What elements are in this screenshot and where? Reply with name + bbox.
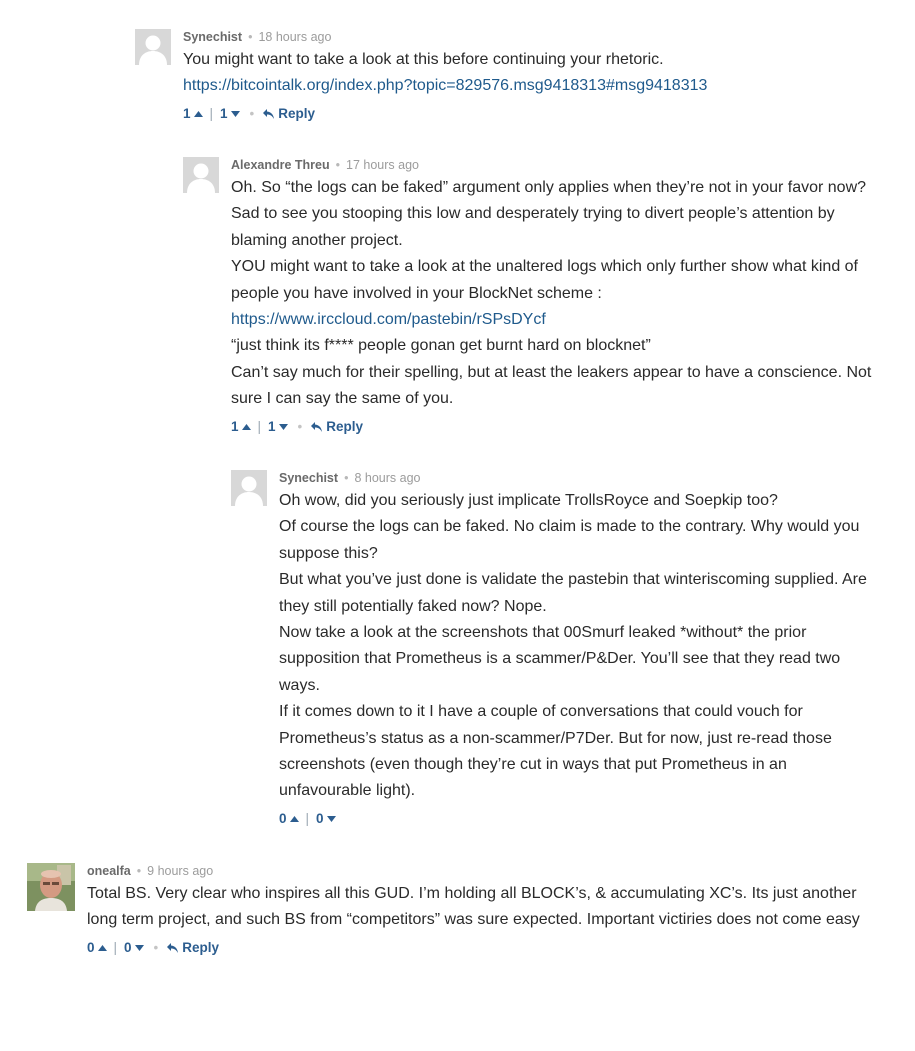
upvote-count: 0 — [87, 939, 95, 955]
avatar[interactable] — [231, 470, 267, 506]
comment-time[interactable]: 18 hours ago — [258, 30, 332, 44]
reply-arrow-icon — [263, 109, 274, 119]
meta-separator: • — [335, 158, 341, 172]
comment-actions — [183, 104, 873, 124]
upvote-count: 1 — [183, 105, 191, 121]
reply-arrow-icon — [311, 422, 322, 432]
meta-separator: • — [136, 864, 142, 878]
comment-meta — [231, 157, 879, 173]
caret-down-icon — [279, 424, 288, 430]
comment-time[interactable]: 8 hours ago — [354, 471, 421, 485]
actions-separator: • — [297, 418, 303, 434]
comment-actions — [279, 809, 871, 829]
comment-paragraph: Total BS. Very clear who inspires all this GUD. I’m holding all BLOCK’s, & accumulating XC’s. Its just another long term project, and such BS from “competitors” was sure expected. Important victiries does not come easy — [87, 885, 860, 929]
reply-label: Reply — [278, 105, 316, 121]
vote-separator: | — [257, 418, 262, 434]
vote-separator: | — [305, 810, 310, 826]
comment-paragraph: Can’t say much for their spelling, but at least the leakers appear to have a conscience. Not sure I can say the same of you. — [231, 363, 872, 408]
comment-author[interactable]: Synechist — [183, 30, 243, 44]
comment-text — [87, 881, 887, 934]
upvote-count: 1 — [231, 418, 239, 434]
comment-paragraph: Oh. So “the logs can be faked” argument only applies when they’re not in your favor now? Sad to see you stooping this low and desperately trying to divert people’s attention by blaming another project. — [231, 179, 867, 249]
default-avatar-icon — [231, 470, 267, 506]
actions-separator: • — [249, 105, 255, 121]
downvote-button[interactable] — [316, 809, 336, 829]
comment-meta — [279, 470, 871, 486]
avatar[interactable] — [135, 29, 171, 65]
comment-text — [279, 488, 871, 805]
downvote-button[interactable] — [268, 417, 288, 437]
comment-actions — [87, 938, 887, 958]
comment-text — [183, 47, 873, 100]
comment-paragraph: If it comes down to it I have a couple of conversations that could vouch for Prometheus’s status as a non-scammer/P7Der. But for now, just re-read those screenshots (even though they’re cut in ways that put Prometheus in an unfavourable light). — [279, 703, 832, 800]
default-avatar-icon — [183, 157, 219, 193]
comment-link[interactable]: https://www.irccloud.com/pastebin/rSPsDYcf — [231, 311, 546, 329]
caret-down-icon — [231, 111, 240, 117]
downvote-button[interactable] — [124, 938, 144, 958]
comment-author[interactable]: Synechist — [279, 471, 339, 485]
comment-paragraph: YOU might want to take a look at the unaltered logs which only further show what kind of people you have involved in your BlockNet scheme : — [231, 258, 858, 302]
comment-author[interactable]: Alexandre Threu — [231, 158, 330, 172]
downvote-count: 1 — [268, 418, 276, 434]
meta-separator: • — [248, 30, 253, 44]
upvote-button[interactable] — [87, 938, 107, 958]
actions-separator: • — [153, 939, 159, 955]
downvote-button[interactable] — [220, 104, 240, 124]
comment-time[interactable]: 9 hours ago — [147, 864, 214, 878]
comment-actions — [231, 417, 879, 437]
reply-button[interactable] — [167, 938, 219, 958]
comment-paragraph: “just think its f**** people gonan get burnt hard on blocknet” — [231, 337, 651, 355]
caret-down-icon — [135, 945, 144, 951]
avatar[interactable] — [183, 157, 219, 193]
comment-time[interactable]: 17 hours ago — [346, 158, 420, 172]
vote-separator: | — [209, 105, 214, 121]
downvote-count: 0 — [124, 939, 132, 955]
reply-button[interactable] — [263, 104, 315, 124]
comment-text — [231, 175, 879, 413]
comment-link[interactable]: https://bitcointalk.org/index.php?topic=829576.msg9418313#msg9418313 — [183, 77, 708, 95]
comment-paragraph: Now take a look at the screenshots that 00Smurf leaked *without* the prior supposition that Prometheus is a scammer/P&Der. You’ll see that they read two ways. — [279, 624, 841, 694]
upvote-button[interactable] — [279, 809, 299, 829]
caret-up-icon — [194, 111, 203, 117]
downvote-count: 0 — [316, 810, 324, 826]
default-avatar-icon — [135, 29, 171, 65]
comment-author[interactable]: onealfa — [87, 864, 131, 878]
reply-button[interactable] — [311, 417, 363, 437]
reply-arrow-icon — [167, 943, 178, 953]
upvote-count: 0 — [279, 810, 287, 826]
caret-up-icon — [242, 424, 251, 430]
avatar[interactable] — [27, 863, 75, 911]
meta-separator: • — [344, 471, 349, 485]
comment-paragraph: Oh wow, did you seriously just implicate TrollsRoyce and Soepkip too? — [279, 492, 778, 509]
comment-meta — [87, 863, 887, 879]
comment-paragraph: But what you’ve just done is validate the pastebin that winteriscoming supplied. Are they still potentially faked now? Nope. — [279, 571, 867, 615]
upvote-button[interactable] — [231, 417, 251, 437]
comment-meta — [183, 29, 873, 45]
comment-paragraph: Of course the logs can be faked. No claim is made to the contrary. Why would you suppose this? — [279, 518, 860, 562]
caret-up-icon — [98, 945, 107, 951]
downvote-count: 1 — [220, 105, 228, 121]
caret-down-icon — [327, 816, 336, 822]
comment-paragraph: You might want to take a look at this before continuing your rhetoric. — [183, 51, 664, 68]
reply-label: Reply — [326, 418, 364, 434]
vote-separator: | — [113, 939, 118, 955]
user-photo-icon — [27, 863, 75, 911]
caret-up-icon — [290, 816, 299, 822]
reply-label: Reply — [182, 939, 220, 955]
upvote-button[interactable] — [183, 104, 203, 124]
